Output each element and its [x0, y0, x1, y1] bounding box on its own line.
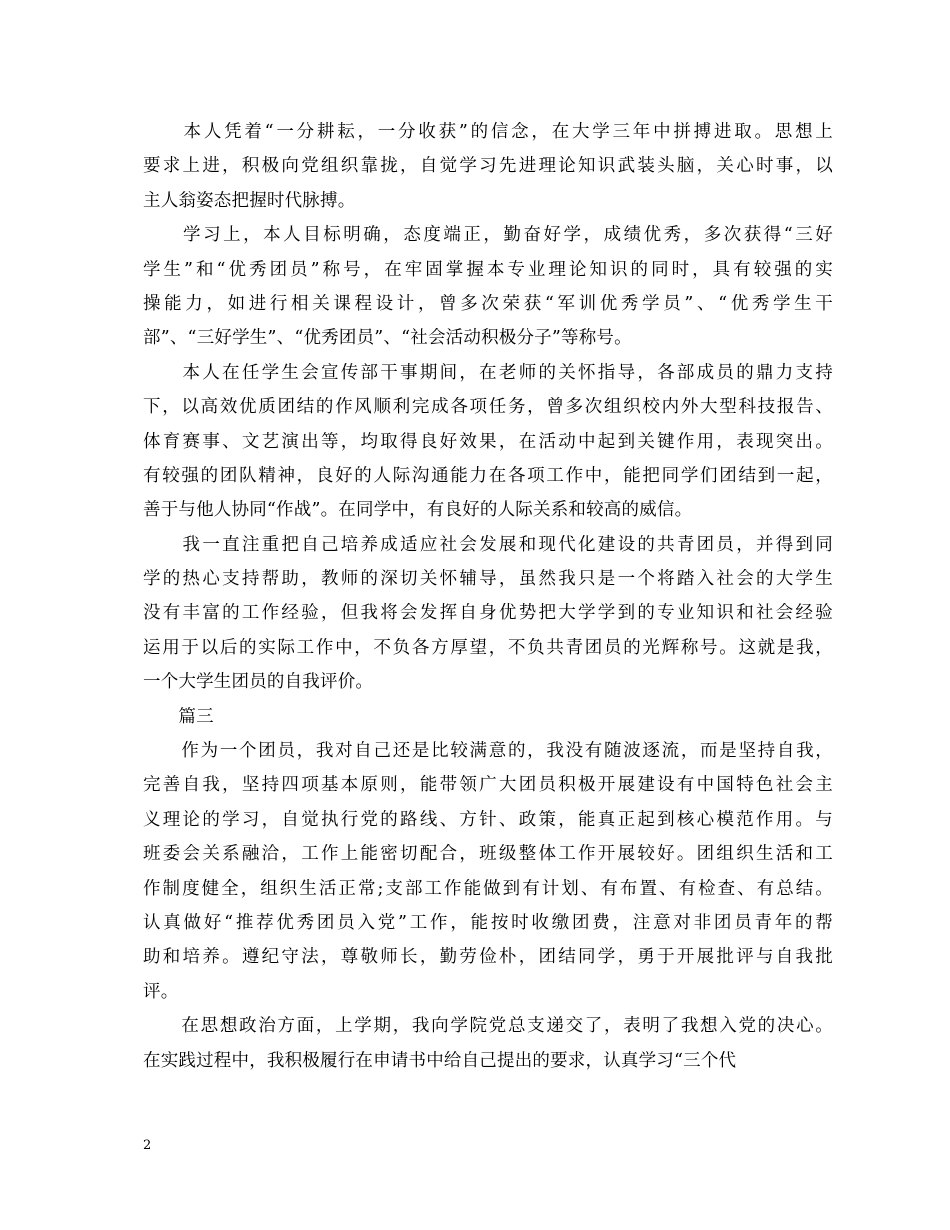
text-line: 我一直注重把自己培养成适应社会发展和现代化建设的共青团员，并得到同: [143, 534, 833, 555]
text-line: 认真做好“推荐优秀团员入党”工作，能按时收缴团费，注意对非团员青年的帮: [143, 912, 833, 933]
text-line: 篇三: [143, 706, 214, 727]
paragraph: [143, 528, 833, 700]
paragraph: [143, 700, 833, 734]
text-line: 一个大学生团员的自我评价。: [143, 672, 374, 693]
text-line: 完善自我，坚持四项基本原则，能带领广大团员积极开展建设有中国特色社会主: [143, 775, 833, 796]
paragraph: [143, 218, 833, 356]
text-line: 体育赛事、文艺演出等，均取得良好效果，在活动中起到关键作用，表现突出。: [143, 431, 833, 452]
text-line: 部”、“三好学生”、“优秀团员”、“社会活动积极分子”等称号。: [143, 328, 632, 349]
paragraph: [143, 115, 833, 218]
text-line: 操能力，如进行相关课程设计，曾多次荣获“军训优秀学员”、“优秀学生干: [143, 293, 833, 314]
text-line: 本人在任学生会宣传部干事期间，在老师的关怀指导，各部成员的鼎力支持: [143, 362, 833, 383]
text-line: 要求上进，积极向党组织靠拢，自觉学习先进理论知识武装头脑，关心时事，以: [143, 156, 833, 177]
text-line: 作制度健全，组织生活正常;支部工作能做到有计划、有布置、有检查、有总结。: [143, 878, 833, 899]
text-line: 在实践过程中，我积极履行在申请书中给自己提出的要求，认真学习“三个代: [143, 1050, 737, 1071]
text-line: 评。: [143, 981, 179, 1002]
paragraph: [143, 1009, 833, 1078]
text-line: 没有丰富的工作经验，但我将会发挥自身优势把大学学到的专业知识和社会经验: [143, 603, 833, 624]
text-line: 学习上，本人目标明确，态度端正，勤奋好学，成绩优秀，多次获得“三好: [143, 225, 833, 246]
text-line: 作为一个团员，我对自己还是比较满意的，我没有随波逐流，而是坚持自我，: [143, 741, 833, 762]
text-line: 助和培养。遵纪守法，尊敬师长，勤劳俭朴，团结同学，勇于开展批评与自我批: [143, 947, 833, 968]
text-line: 主人翁姿态把握时代脉搏。: [143, 190, 356, 211]
paragraph: [143, 356, 833, 528]
text-line: 学的热心支持帮助，教师的深切关怀辅导，虽然我只是一个将踏入社会的大学生: [143, 569, 833, 590]
text-line: 下，以高效优质团结的作风顺利完成各项任务，曾多次组织校内外大型科技报告、: [143, 397, 833, 418]
page-number: 2: [143, 1138, 152, 1153]
text-line: 运用于以后的实际工作中，不负各方厚望，不负共青团员的光辉称号。这就是我，: [143, 637, 833, 658]
text-line: 班委会关系融洽，工作上能密切配合，班级整体工作开展较好。团组织生活和工: [143, 844, 833, 865]
text-line: 义理论的学习，自觉执行党的路线、方针、政策，能真正起到核心模范作用。与: [143, 809, 833, 830]
text-line: 本人凭着“一分耕耘，一分收获”的信念，在大学三年中拼搏进取。思想上: [143, 122, 833, 142]
paragraph: [143, 734, 833, 1009]
text-line: 善于与他人协同“作战”。在同学中，有良好的人际关系和较高的威信。: [143, 500, 693, 521]
text-line: 学生”和“优秀团员”称号，在牢固掌握本专业理论知识的同时，具有较强的实: [143, 259, 833, 280]
document-body: [143, 115, 833, 1078]
text-line: 在思想政治方面，上学期，我向学院党总支递交了，表明了我想入党的决心。: [143, 1016, 833, 1037]
text-line: 有较强的团队精神，良好的人际沟通能力在各项工作中，能把同学们团结到一起，: [143, 465, 833, 486]
